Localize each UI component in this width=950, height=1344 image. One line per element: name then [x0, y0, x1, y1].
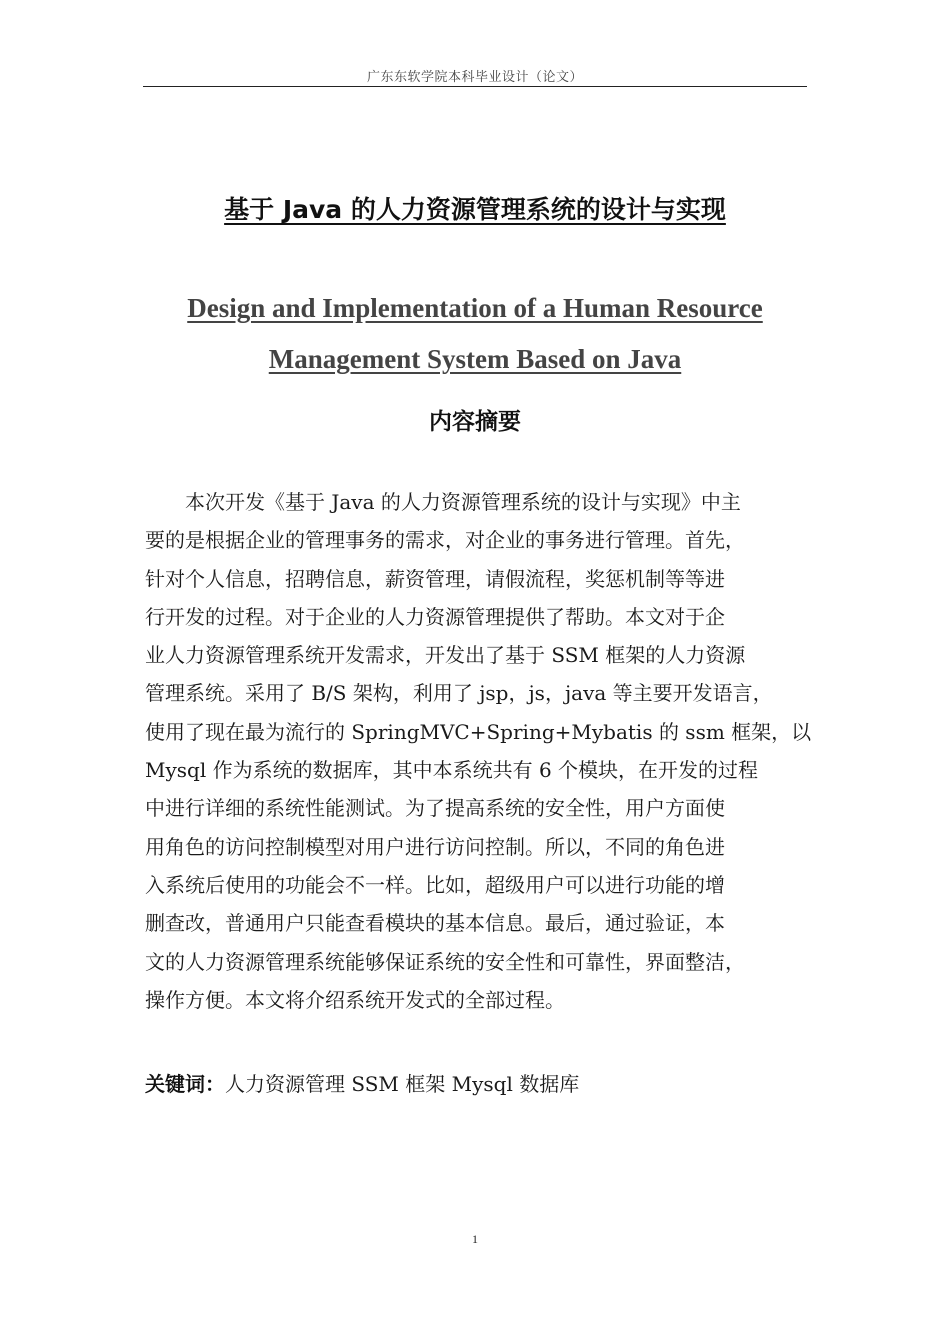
keywords: [145, 1068, 579, 1097]
page-number: 1: [472, 1232, 478, 1246]
abstract-line: 删查改，普通用户只能查看模块的基本信息。最后，通过验证，本: [145, 911, 725, 936]
chinese-title: 基于 Java 的人力资源管理系统的设计与实现: [224, 195, 726, 224]
keywords-label: 关键词：: [145, 1072, 225, 1096]
abstract-line: Mysql 作为系统的数据库，其中本系统共有 6 个模块，在开发的过程: [145, 758, 759, 783]
english-title-line-2: Management System Based on Java: [268, 344, 682, 374]
keywords-value: 人力资源管理 SSM 框架 Mysql 数据库: [225, 1072, 580, 1096]
abstract-line: 行开发的过程。对于企业的人力资源管理提供了帮助。本文对于企: [145, 604, 725, 629]
abstract-line: 本次开发《基于 Java 的人力资源管理系统的设计与实现》中主: [185, 490, 741, 514]
abstract-line: 管理系统。采用了 B/S 架构，利用了 jsp，js，java 等主要开发语言，: [145, 681, 773, 706]
english-title-line-1: Design and Implementation of a Human Resource: [187, 293, 763, 323]
abstract-line: 业人力资源管理系统开发需求，开发出了基于 SSM 框架的人力资源: [145, 643, 746, 668]
abstract-line: 操作方便。本文将介绍系统开发式的全部过程。: [145, 987, 565, 1012]
abstract-line: 中进行详细的系统性能测试。为了提高系统的安全性，用户方面使: [145, 796, 725, 821]
abstract-line: 文的人力资源管理系统能够保证系统的安全性和可靠性，界面整洁，: [145, 949, 745, 974]
abstract-line: 用角色的访问控制模型对用户进行访问控制。所以，不同的角色进: [145, 834, 725, 859]
abstract-line: 要的是根据企业的管理事务的需求，对企业的事务进行管理。首先，: [145, 528, 745, 553]
english-title: [143, 283, 807, 385]
page-header: 广东东软学院本科毕业设计（论文）: [366, 70, 583, 85]
abstract-line: 针对个人信息，招聘信息，薪资管理，请假流程，奖惩机制等等进: [145, 566, 725, 591]
abstract-line: 入系统后使用的功能会不一样。比如，超级用户可以进行功能的增: [145, 872, 725, 897]
abstract-heading: 内容摘要: [429, 409, 521, 435]
abstract-body: [145, 483, 825, 1019]
abstract-line: 使用了现在最为流行的 SpringMVC+Spring+Mybatis 的 ssm 框架，以: [145, 719, 812, 744]
header-rule: [143, 86, 807, 87]
